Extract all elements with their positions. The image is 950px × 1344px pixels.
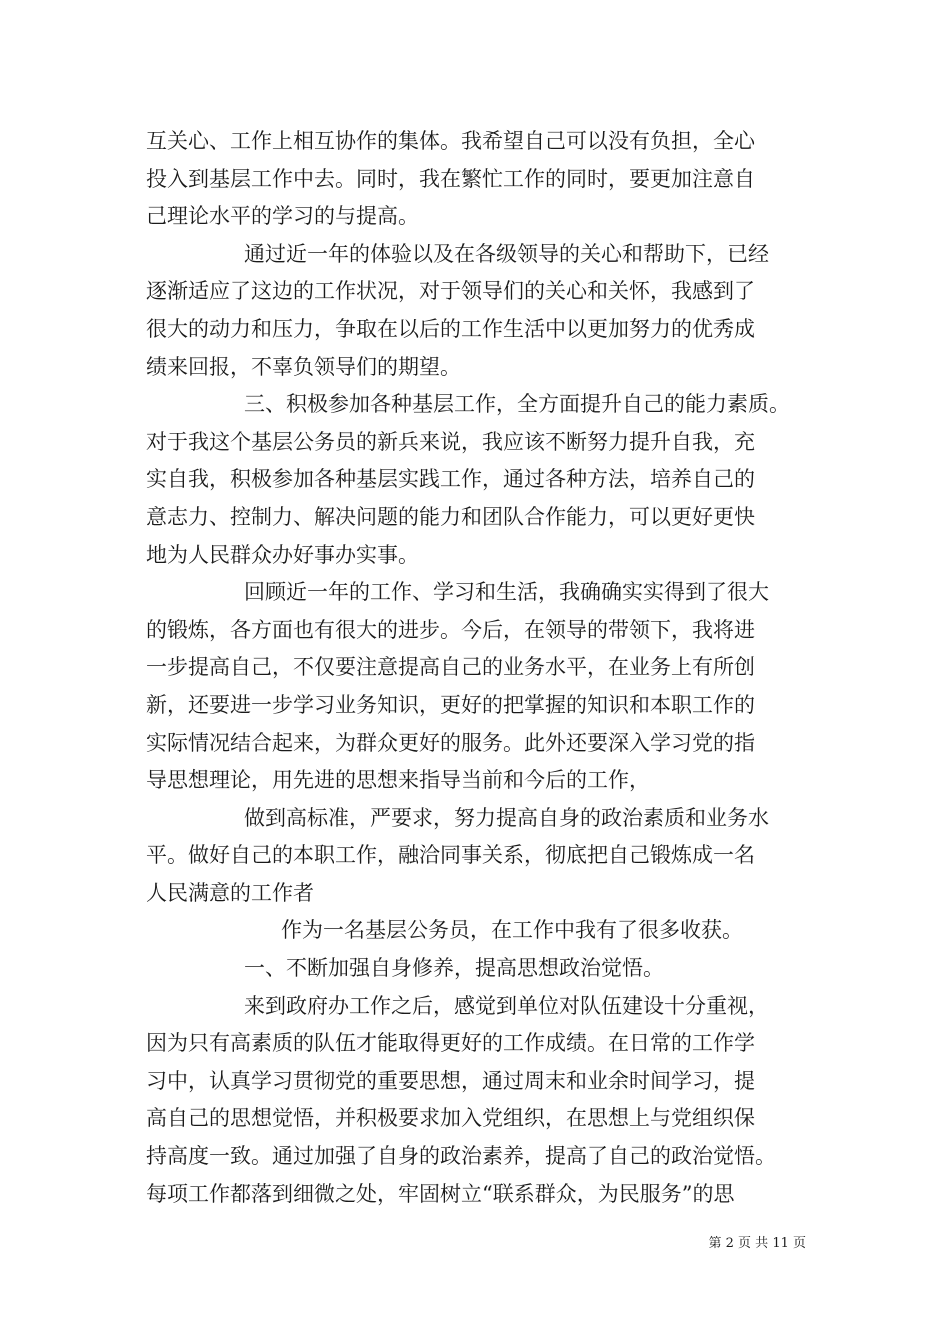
text-line: 逐渐适应了这边的工作状况，对于领导们的关心和关怀，我感到了 xyxy=(146,279,755,304)
text-line: 意志力、控制力、解决问题的能力和团队合作能力，可以更好更快 xyxy=(146,504,755,529)
text-line: 地为人民群众办好事办实事。 xyxy=(146,542,419,567)
text-line: 习中，认真学习贯彻党的重要思想，通过周末和业余时间学习，提 xyxy=(146,1068,755,1093)
text-line: 高自己的思想觉悟，并积极要求加入党组织，在思想上与党组织保 xyxy=(146,1106,755,1131)
paragraph-first-line: 来到政府办工作之后，感觉到单位对队伍建设十分重视， xyxy=(244,993,769,1018)
text-line: 互关心、工作上相互协作的集体。我希望自己可以没有负担，全心 xyxy=(146,129,755,153)
text-line: 对于我这个基层公务员的新兵来说，我应该不断努力提升自我，充 xyxy=(146,429,755,454)
text-line: 持高度一致。通过加强了自身的政治素养，提高了自己的政治觉悟。 xyxy=(146,1144,776,1169)
text-line: 己理论水平的学习的与提高。 xyxy=(146,204,419,229)
text-line: 人民满意的工作者 xyxy=(146,880,314,905)
text-line: 导思想理论，用先进的思想来指导当前和今后的工作， xyxy=(146,768,650,793)
text-line: 平。做好自己的本职工作，融洽同事关系，彻底把自己锻炼成一名 xyxy=(146,843,755,868)
text-line: 一步提高自己，不仅要注意提高自己的业务水平，在业务上有所创 xyxy=(146,655,755,680)
paragraph-first-line: 做到高标准，严要求，努力提高自身的政治素质和业务水 xyxy=(244,805,769,830)
text-line: 投入到基层工作中去。同时，我在繁忙工作的同时，要更加注意自 xyxy=(146,166,755,191)
text-line: 很大的动力和压力，争取在以后的工作生活中以更加努力的优秀成 xyxy=(146,316,755,341)
text-line: 新，还要进一步学习业务知识，更好的把掌握的知识和本职工作的 xyxy=(146,692,755,717)
text-line: 因为只有高素质的队伍才能取得更好的工作成绩。在日常的工作学 xyxy=(146,1031,755,1056)
text-line: 每项工作都落到细微之处，牢固树立“联系群众，为民服务”的思 xyxy=(146,1181,735,1206)
paragraph-first-line: 回顾近一年的工作、学习和生活，我确确实实得到了很大 xyxy=(244,580,769,605)
text-line: 实自我，积极参加各种基层实践工作，通过各种方法，培养自己的 xyxy=(146,467,755,492)
text-line: 绩来回报，不辜负领导们的期望。 xyxy=(146,354,461,379)
page-number-footer: 第 2 页 共 11 页 xyxy=(708,1236,806,1251)
text-line: 实际情况结合起来，为群众更好的服务。此外还要深入学习党的指 xyxy=(146,730,755,755)
document-body xyxy=(146,123,811,1213)
paragraph-first-line: 通过近一年的体验以及在各级领导的关心和帮助下，已经 xyxy=(244,241,769,266)
section-heading-three: 三、积极参加各种基层工作，全方面提升自己的能力素质。 xyxy=(244,392,790,417)
text-line: 的锻炼，各方面也有很大的进步。今后，在领导的带领下，我将进 xyxy=(146,617,755,642)
intro-line: 作为一名基层公务员，在工作中我有了很多收获。 xyxy=(281,918,743,943)
section-heading-one: 一、不断加强自身修养，提高思想政治觉悟。 xyxy=(244,956,664,981)
